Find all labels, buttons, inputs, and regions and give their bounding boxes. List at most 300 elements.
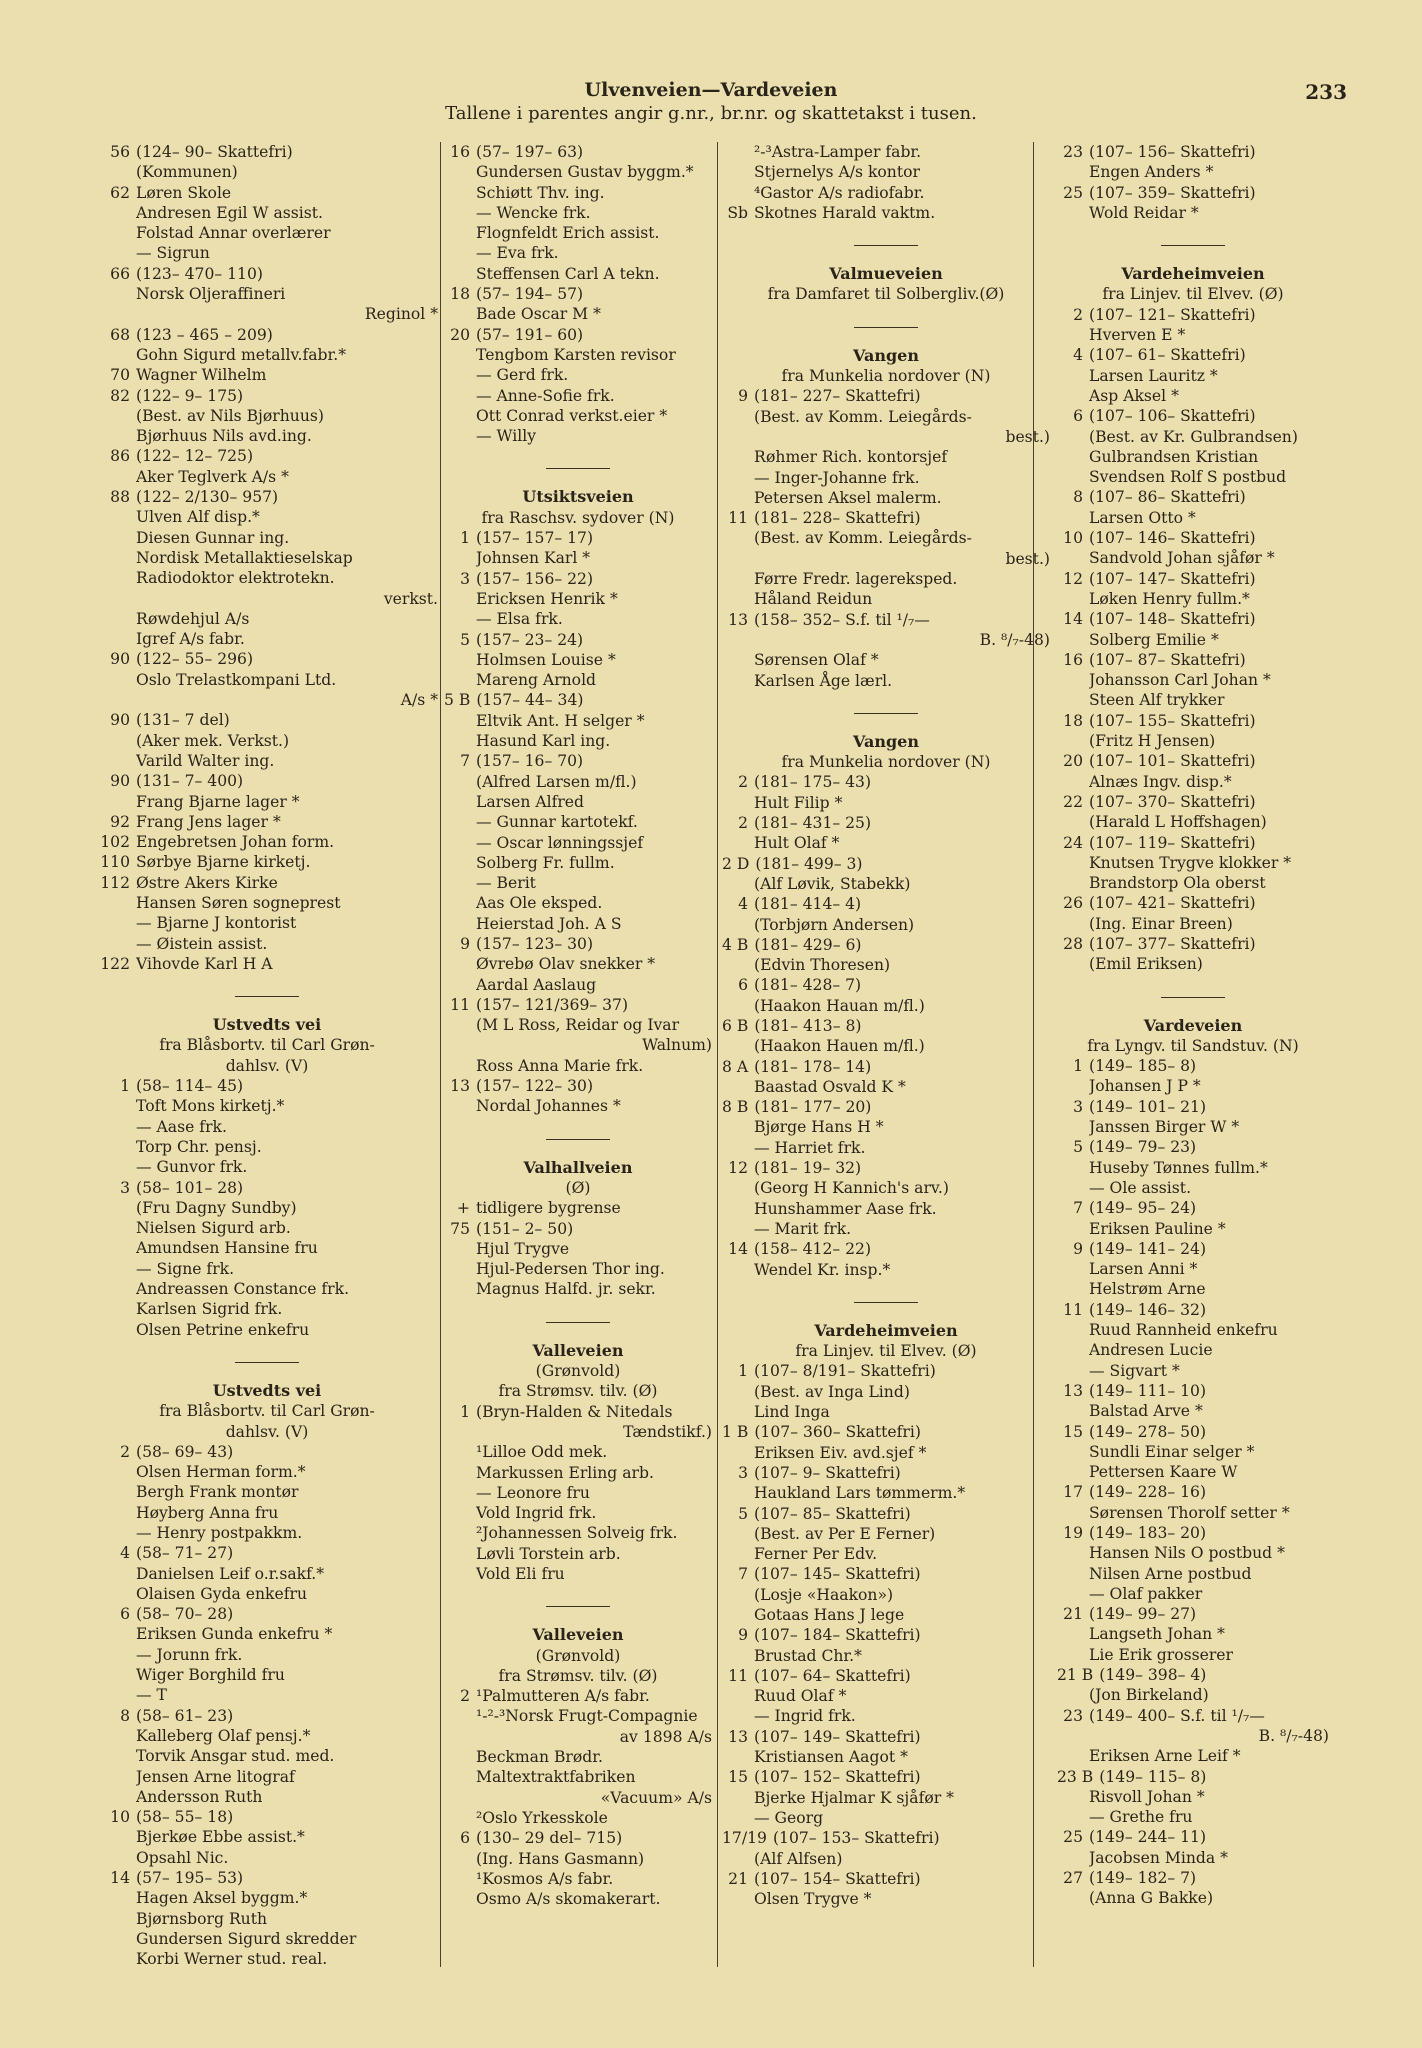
house-number: 17/19 — [722, 1829, 767, 1848]
directory-entry — [1057, 487, 1329, 507]
entry-text: Risvoll Johan * — [1089, 1787, 1205, 1806]
directory-entry — [96, 1503, 438, 1523]
entry-text: (158– 352– S.f. til ¹/₇— — [754, 610, 930, 629]
house-number — [96, 1137, 136, 1157]
entry-text: (107– 184– Skattefri) — [754, 1626, 921, 1645]
directory-entry — [722, 1443, 1050, 1463]
house-number: 18 — [1063, 711, 1083, 730]
directory-entry — [96, 954, 438, 974]
entry-text: Førre Fredr. lagereksped. — [754, 570, 958, 589]
house-number — [1057, 853, 1089, 873]
entry-text: (58– 71– 27) — [136, 1544, 234, 1563]
house-number — [96, 670, 136, 690]
street-description: dahlsv. (V) — [225, 1056, 309, 1075]
house-number — [1057, 1076, 1089, 1096]
directory-entry — [1057, 1361, 1329, 1381]
directory-entry — [722, 1239, 1050, 1259]
directory-entry — [1057, 345, 1329, 365]
directory-entry — [444, 1015, 712, 1035]
entry-text: Petersen Aksel malerm. — [754, 488, 942, 507]
entry-text: Aardal Aaslaug — [476, 975, 597, 994]
house-number: 2 — [460, 1687, 470, 1706]
entry-text: Larsen Otto * — [1089, 508, 1196, 527]
house-number — [444, 1869, 476, 1889]
directory-entry — [722, 1585, 1050, 1605]
house-number — [96, 507, 136, 527]
entry-text: Mareng Arnold — [476, 671, 597, 690]
house-number: 28 — [1063, 934, 1083, 953]
entry-text: Gundersen Sigurd skredder — [136, 1929, 357, 1948]
house-number: 5 — [460, 630, 470, 649]
house-number — [722, 1077, 754, 1097]
entry-text: Solberg Emilie * — [1089, 630, 1219, 649]
entry-text: Wold Reidar * — [1089, 203, 1199, 222]
house-number — [96, 528, 136, 548]
house-number: 1 — [460, 529, 470, 548]
entry-text: Hansen Nils O postbud * — [1089, 1544, 1285, 1563]
directory-entry — [722, 1422, 1050, 1442]
street-heading: Utsiktsveien — [522, 487, 634, 507]
entry-text: (122– 55– 296) — [136, 650, 254, 669]
entry-continuation — [96, 589, 438, 609]
entry-text: Andresen Lucie — [1089, 1341, 1213, 1360]
house-number — [96, 1117, 136, 1137]
directory-entry — [96, 1787, 438, 1807]
directory-entry — [96, 1726, 438, 1746]
street-description: fra Lyngv. til Sandstuv. (N) — [1087, 1036, 1299, 1055]
house-number — [96, 1584, 136, 1604]
house-number — [444, 1523, 476, 1543]
directory-entry — [444, 1259, 712, 1279]
house-number: 27 — [1063, 1869, 1083, 1888]
house-number — [722, 447, 754, 467]
entry-text: Ulven Alf disp.* — [136, 508, 260, 527]
directory-entry — [722, 1646, 1050, 1666]
house-number — [1057, 1888, 1089, 1908]
directory-entry — [1057, 1300, 1329, 1320]
house-number — [722, 1260, 754, 1280]
entry-text: Solberg Fr. fullm. — [476, 853, 615, 872]
house-number: 21 — [1063, 1605, 1083, 1624]
house-number — [1057, 1259, 1089, 1279]
entry-text: Markussen Erling arb. — [476, 1463, 654, 1482]
entry-text: (149– 278– 50) — [1089, 1422, 1207, 1441]
directory-entry — [722, 1057, 1050, 1077]
section-divider — [546, 1606, 610, 1607]
directory-entry — [1057, 548, 1329, 568]
house-number — [444, 893, 476, 913]
entry-continuation — [444, 1422, 712, 1442]
house-number — [1057, 772, 1089, 792]
directory-entry — [722, 894, 1050, 914]
entry-text: (58– 61– 23) — [136, 1706, 234, 1725]
entry-text: — Marit frk. — [754, 1219, 852, 1238]
entry-text: Karlsen Åge lærl. — [754, 671, 893, 690]
directory-entry — [1057, 954, 1329, 974]
section-divider — [546, 468, 610, 469]
house-number — [1057, 1401, 1089, 1421]
entry-text: — T — [136, 1686, 167, 1705]
entry-text: Høyberg Anna fru — [136, 1503, 279, 1522]
directory-entry — [444, 893, 712, 913]
directory-entry — [96, 873, 438, 893]
directory-entry — [722, 1117, 1050, 1137]
entry-text: Tændstikf.) — [623, 1422, 712, 1441]
directory-entry — [96, 548, 438, 568]
entry-text: (Alf Løvik, Stabekk) — [754, 874, 911, 893]
house-number: 25 — [1063, 183, 1083, 202]
house-number: 7 — [1073, 1199, 1083, 1218]
house-number — [96, 731, 136, 751]
directory-entry — [96, 487, 438, 507]
entry-text: (181– 228– Skattefri) — [754, 509, 921, 528]
entry-text: (122– 9– 175) — [136, 386, 244, 405]
house-number: 2 — [738, 814, 748, 833]
house-number — [444, 975, 476, 995]
directory-entry — [96, 1076, 438, 1096]
entry-text: Olsen Petrine enkefru — [136, 1320, 310, 1339]
house-number — [722, 671, 754, 691]
house-number: 14 — [1063, 610, 1083, 629]
entry-text: (149– 398– 4) — [1099, 1666, 1207, 1685]
section-divider — [854, 713, 918, 714]
column-3 — [722, 142, 1050, 1982]
house-number — [1057, 630, 1089, 650]
directory-entry — [1057, 1564, 1329, 1584]
entry-text: (Edvin Thoresen) — [754, 956, 891, 975]
house-number — [722, 1585, 754, 1605]
directory-entry — [1057, 812, 1329, 832]
entry-text: (Kommunen) — [136, 163, 238, 182]
house-number: 1 — [460, 1402, 470, 1421]
house-number — [444, 1056, 476, 1076]
entry-text: ¹-²-³Norsk Frugt-Compagnie — [476, 1707, 698, 1726]
house-number — [96, 1564, 136, 1584]
house-number — [1057, 1787, 1089, 1807]
directory-entry — [722, 1889, 1050, 1909]
entry-text: (107– 370– Skattefri) — [1089, 792, 1256, 811]
directory-entry — [444, 873, 712, 893]
house-number — [96, 1096, 136, 1116]
entry-continuation — [444, 1035, 712, 1055]
directory-entry — [444, 1523, 712, 1543]
entry-text: (Haakon Hauen m/fl.) — [754, 1037, 925, 1056]
entry-text: (Georg H Kannich's arv.) — [754, 1179, 949, 1198]
directory-entry — [96, 1238, 438, 1258]
house-number — [96, 1198, 136, 1218]
directory-entry — [1057, 853, 1329, 873]
entry-text: Øvrebø Olav snekker * — [476, 955, 656, 974]
directory-entry — [96, 1543, 438, 1563]
directory-entry — [96, 446, 438, 466]
house-number: 13 — [728, 610, 748, 629]
directory-entry — [722, 1849, 1050, 1869]
entry-text: (107– 154– Skattefri) — [754, 1869, 921, 1888]
entry-text: ²Johannessen Solveig frk. — [476, 1524, 678, 1543]
entry-text: (Harald L Hoffshagen) — [1089, 813, 1267, 832]
house-number — [444, 1463, 476, 1483]
entry-text: (157– 156– 22) — [476, 569, 594, 588]
house-number — [1057, 1848, 1089, 1868]
directory-entry — [722, 793, 1050, 813]
directory-entry — [96, 832, 438, 852]
directory-entry — [1057, 711, 1329, 731]
house-number — [722, 1443, 754, 1463]
house-number — [722, 793, 754, 813]
entry-text: B. ⁸/₇-48) — [1258, 1726, 1329, 1745]
house-number: 8 — [1073, 488, 1083, 507]
entry-text: (107– 147– Skattefri) — [1089, 569, 1256, 588]
directory-entry — [1057, 1543, 1329, 1563]
entry-text: (Best. av Per E Ferner) — [754, 1524, 936, 1543]
house-number — [722, 1483, 754, 1503]
entry-text: — Gunnar kartotekf. — [476, 813, 638, 832]
house-number — [96, 568, 136, 588]
entry-text: — Sigrun — [136, 244, 210, 263]
directory-entry — [1057, 1848, 1329, 1868]
directory-entry — [722, 1016, 1050, 1036]
entry-text: (Alf Alfsen) — [754, 1849, 843, 1868]
street-description: fra Damfaret til Solbergliv.(Ø) — [767, 285, 1005, 304]
house-number: 4 — [120, 1544, 130, 1563]
house-number — [722, 569, 754, 589]
entry-text: (M L Ross, Reidar og Ivar — [476, 1016, 680, 1035]
house-number: 2 — [120, 1442, 130, 1461]
entry-text: (Ing. Hans Gasmann) — [476, 1849, 645, 1868]
entry-continuation — [722, 549, 1050, 569]
house-number: 6 — [460, 1829, 470, 1848]
house-number: 8 — [120, 1706, 130, 1725]
directory-entry — [1057, 1827, 1329, 1847]
house-number — [722, 1199, 754, 1219]
directory-entry — [444, 1808, 712, 1828]
entry-text: Andersson Ruth — [136, 1787, 263, 1806]
directory-entry — [444, 1219, 712, 1239]
house-number — [96, 1238, 136, 1258]
house-number — [444, 1767, 476, 1787]
directory-entry — [1057, 1320, 1329, 1340]
entry-text: (149– 400– S.f. til ¹/₇— — [1089, 1706, 1265, 1725]
directory-entry — [1057, 1584, 1329, 1604]
entry-text: Røwdehjul A/s — [136, 609, 250, 628]
entry-text: Larsen Lauritz * — [1089, 366, 1218, 385]
entry-text: (Best. av Nils Bjørhuus) — [136, 406, 324, 425]
directory-entry — [722, 1036, 1050, 1056]
directory-entry — [96, 365, 438, 385]
house-number — [722, 915, 754, 935]
house-number — [722, 1036, 754, 1056]
directory-entry — [1057, 1340, 1329, 1360]
directory-entry — [444, 772, 712, 792]
entry-text: (Anna G Bakke) — [1089, 1889, 1214, 1908]
entry-text: (107– 155– Skattefri) — [1089, 711, 1256, 730]
directory-entry — [96, 1827, 438, 1847]
house-number — [722, 1117, 754, 1137]
house-number: 20 — [1063, 752, 1083, 771]
directory-entry — [96, 1909, 438, 1929]
directory-entry — [96, 142, 438, 162]
directory-entry — [444, 1056, 712, 1076]
entry-text: Aas Ole eksped. — [476, 894, 603, 913]
house-number — [444, 1483, 476, 1503]
house-number — [722, 1178, 754, 1198]
entry-text: Nordal Johannes * — [476, 1097, 621, 1116]
entry-text: (131– 7– 400) — [136, 772, 244, 791]
directory-entry — [1057, 1178, 1329, 1198]
entry-text: (Alfred Larsen m/fl.) — [476, 772, 637, 791]
entry-text: (107– 119– Skattefri) — [1089, 833, 1256, 852]
directory-entry — [722, 1869, 1050, 1889]
entry-text: Hjul Trygve — [476, 1239, 570, 1258]
entry-text: (58– 55– 18) — [136, 1808, 234, 1827]
entry-text: (181– 431– 25) — [754, 814, 872, 833]
entry-text: Karlsen Sigrid frk. — [136, 1300, 283, 1319]
house-number — [1057, 1178, 1089, 1198]
directory-entry — [96, 528, 438, 548]
directory-entry — [444, 1096, 712, 1116]
directory-entry — [722, 1158, 1050, 1178]
entry-text: tidligere bygrense — [476, 1199, 621, 1218]
directory-entry — [722, 935, 1050, 955]
directory-entry — [722, 915, 1050, 935]
street-heading: Vardeheimveien — [1121, 264, 1265, 284]
directory-entry — [96, 568, 438, 588]
entry-text: (107– 64– Skattefri) — [754, 1666, 911, 1685]
directory-entry — [1057, 1198, 1329, 1218]
entry-text: (149– 111– 10) — [1089, 1381, 1207, 1400]
entry-text: (158– 412– 22) — [754, 1240, 872, 1259]
house-number — [722, 1524, 754, 1544]
directory-entry — [96, 1279, 438, 1299]
house-number: 9 — [1073, 1239, 1083, 1258]
house-number: 10 — [110, 1808, 130, 1827]
house-number — [722, 1706, 754, 1726]
directory-entry — [1057, 1807, 1329, 1827]
house-number: 82 — [110, 386, 130, 405]
house-number: 10 — [1063, 529, 1083, 548]
house-number — [722, 589, 754, 609]
house-number — [1057, 914, 1089, 934]
house-number — [722, 528, 754, 548]
entry-text: Svendsen Rolf S postbud — [1089, 468, 1287, 487]
entry-text: (Best. av Kr. Gulbrandsen) — [1089, 427, 1298, 446]
directory-entry — [1057, 609, 1329, 629]
page-number: 233 — [1305, 80, 1347, 104]
house-number — [1057, 1340, 1089, 1360]
entry-text: (149– 244– 11) — [1089, 1828, 1207, 1847]
directory-entry — [444, 569, 712, 589]
house-number — [444, 426, 476, 446]
directory-entry — [96, 1645, 438, 1665]
entry-text: Hverven E * — [1089, 326, 1186, 345]
entry-text: (149– 79– 23) — [1089, 1138, 1197, 1157]
house-number — [1057, 325, 1089, 345]
house-number: 20 — [450, 325, 470, 344]
house-number — [1057, 1158, 1089, 1178]
directory-entry — [1057, 833, 1329, 853]
directory-entry — [96, 1320, 438, 1340]
directory-entry — [1057, 569, 1329, 589]
entry-text: (Fru Dagny Sundby) — [136, 1198, 297, 1217]
directory-entry — [722, 1564, 1050, 1584]
entry-text: (107– 87– Skattefri) — [1089, 650, 1246, 669]
house-number: 9 — [738, 387, 748, 406]
house-number — [444, 1544, 476, 1564]
entry-text: (57– 195– 53) — [136, 1869, 244, 1888]
directory-entry — [96, 1746, 438, 1766]
house-number — [96, 1685, 136, 1705]
house-number: 5 B — [444, 691, 471, 710]
entry-text: Olaisen Gyda enkefru — [136, 1584, 308, 1603]
house-number — [722, 142, 754, 162]
directory-entry — [1057, 1158, 1329, 1178]
directory-entry — [444, 1849, 712, 1869]
entry-text: — Bjarne J kontorist — [136, 914, 297, 933]
house-number — [444, 1259, 476, 1279]
directory-entry — [96, 609, 438, 629]
entry-text: Nielsen Sigurd arb. — [136, 1219, 291, 1238]
house-number: 90 — [110, 772, 130, 791]
directory-entry — [96, 649, 438, 669]
directory-entry — [722, 1361, 1050, 1381]
entry-text: Hjul-Pedersen Thor ing. — [476, 1260, 665, 1279]
section-divider — [854, 1302, 918, 1303]
directory-entry — [96, 223, 438, 243]
entry-text: ⁴Gastor A/s radiofabr. — [754, 183, 925, 202]
directory-entry — [722, 833, 1050, 853]
directory-entry — [444, 1686, 712, 1706]
house-number: 6 — [738, 976, 748, 995]
directory-entry — [96, 1096, 438, 1116]
entry-text: (149– 185– 8) — [1089, 1057, 1197, 1076]
house-number: 2 — [738, 773, 748, 792]
house-number: 70 — [110, 366, 130, 385]
entry-text: (181– 175– 43) — [754, 773, 872, 792]
directory-entry — [444, 609, 712, 629]
directory-entry — [96, 751, 438, 771]
directory-entry — [1057, 142, 1329, 162]
house-number — [96, 934, 136, 954]
house-number — [96, 1299, 136, 1319]
entry-continuation — [96, 690, 438, 710]
house-number — [722, 1646, 754, 1666]
entry-text: — Gerd frk. — [476, 366, 569, 385]
entry-text: Magnus Halfd. jr. sekr. — [476, 1280, 656, 1299]
directory-entry — [722, 996, 1050, 1016]
street-description: fra Raschsv. sydover (N) — [481, 508, 675, 527]
entry-text: Frang Jens lager * — [136, 812, 281, 831]
entry-text: (107– 377– Skattefri) — [1089, 934, 1256, 953]
section-divider — [854, 327, 918, 328]
entry-text: Diesen Gunnar ing. — [136, 528, 290, 547]
house-number — [1057, 162, 1089, 182]
street-heading: Valhallveien — [523, 1157, 633, 1177]
directory-entry — [444, 1279, 712, 1299]
house-number — [444, 365, 476, 385]
entry-text: (Best. av Komm. Leiegårds- — [754, 529, 972, 548]
directory-entry — [1057, 670, 1329, 690]
entry-text: Røhmer Rich. kontorsjef — [754, 448, 948, 467]
directory-entry — [722, 162, 1050, 182]
directory-entry — [96, 467, 438, 487]
house-number — [96, 1320, 136, 1340]
house-number — [444, 345, 476, 365]
entry-text: Aker Teglverk A/s * — [136, 467, 289, 486]
directory-entry — [96, 345, 438, 365]
entry-text: Baastad Osvald K * — [754, 1077, 906, 1096]
entry-text: (157– 23– 24) — [476, 630, 584, 649]
directory-entry — [444, 243, 712, 263]
